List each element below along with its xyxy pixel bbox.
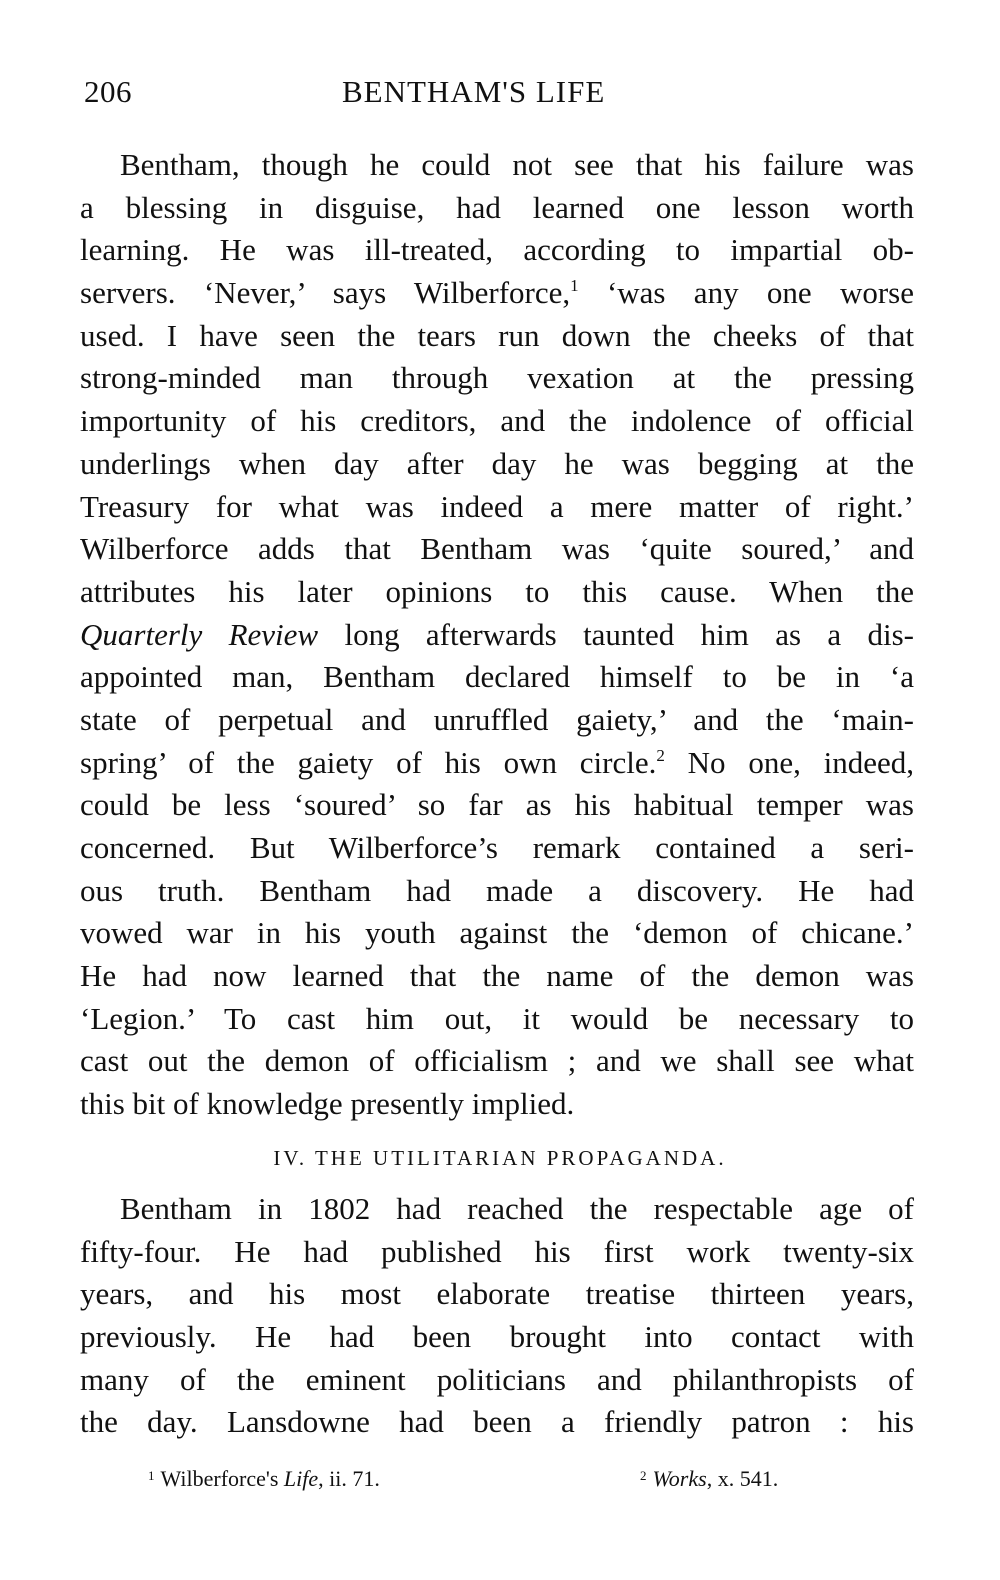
text-segment: No one, indeed,	[664, 744, 914, 780]
text-line: strong-minded man through vexation at the pressing	[80, 360, 914, 396]
text-line: cast out the demon of officialism ; and we shall see what	[80, 1043, 914, 1079]
footnote-reference: 1	[570, 276, 579, 296]
text-line	[80, 742, 914, 785]
text-segment: spring’ of the gaiety of his own circle.	[80, 744, 657, 780]
text-line: importunity of his creditors, and the indolence of official	[80, 403, 914, 439]
footnote-text: , x. 541.	[706, 1466, 779, 1491]
text-line: many of the eminent politicians and philanthropists of	[80, 1361, 914, 1397]
page-header	[84, 74, 914, 118]
paragraph-2	[80, 1188, 914, 1444]
text-line: vowed war in his youth against the ‘demon of chicane.’	[80, 915, 914, 951]
text-line: a blessing in disguise, had learned one lesson worth	[80, 189, 914, 225]
paragraph-1	[80, 144, 914, 1126]
text-line: ‘Legion.’ To cast him out, it would be necessary to	[80, 1000, 914, 1036]
section-heading: IV. THE UTILITARIAN PROPAGANDA.	[273, 1146, 727, 1170]
text-line: years, and his most elaborate treatise thirteen years,	[80, 1276, 914, 1312]
text-line: Wilberforce adds that Bentham was ‘quite soured,’ and	[80, 531, 914, 567]
text-segment: long afterwards taunted him as a dis-	[318, 616, 914, 652]
footnote-1	[148, 1466, 380, 1492]
text-line: state of perpetual and unruffled gaiety,’ and the ‘main-	[80, 701, 914, 737]
text-line: used. I have seen the tears run down the cheeks of that	[80, 317, 914, 353]
text-line: fifty-four. He had published his first work twenty-six	[80, 1233, 914, 1269]
text-line: appointed man, Bentham declared himself to be in ‘a	[80, 659, 914, 695]
text-line: previously. He had been brought into contact with	[80, 1319, 914, 1355]
text-line: He had now learned that the name of the demon was	[80, 958, 914, 994]
text-line: concerned. But Wilberforce’s remark contained a seri-	[80, 830, 914, 865]
footnote-italic: Works	[652, 1466, 707, 1491]
text-line: could be less ‘soured’ so far as his habitual temper was	[80, 787, 914, 823]
text-line: Bentham, though he could not see that his failure was	[120, 147, 914, 182]
footnote-text: Wilberforce's	[160, 1466, 284, 1491]
text-line: underlings when day after day he was begging at the	[80, 445, 914, 481]
text-line: attributes his later opinions to this cause. When the	[80, 573, 914, 609]
footnote-mark: 1	[148, 1468, 155, 1483]
footnote-italic: Life	[283, 1466, 319, 1491]
text-line: the day. Lansdowne had been a friendly patron : his	[80, 1404, 914, 1440]
text-line: Treasury for what was indeed a mere matter of right.’	[80, 488, 914, 524]
text-line	[80, 614, 914, 657]
text-segment: ‘was any one worse	[578, 275, 914, 311]
footnotes	[148, 1466, 868, 1498]
footnote-2	[640, 1466, 778, 1492]
footnote-reference: 2	[656, 745, 665, 765]
text-segment: servers. ‘Never,’ says Wilberforce,	[80, 275, 571, 311]
text-line: ous truth. Bentham had made a discovery. He had	[80, 872, 914, 908]
running-title: BENTHAM'S LIFE	[342, 74, 606, 109]
text-line: Bentham in 1802 had reached the respectable age of	[120, 1191, 914, 1226]
text-line	[80, 272, 914, 315]
text-line: learning. He was ill-treated, according to impartial ob-	[80, 232, 914, 268]
page-number: 206	[84, 74, 132, 109]
italic-title: Quarterly Review	[80, 616, 319, 652]
footnote-mark: 2	[640, 1468, 647, 1483]
text-line: this bit of knowledge presently implied.	[80, 1086, 575, 1122]
footnote-text: , ii. 71.	[318, 1466, 380, 1491]
